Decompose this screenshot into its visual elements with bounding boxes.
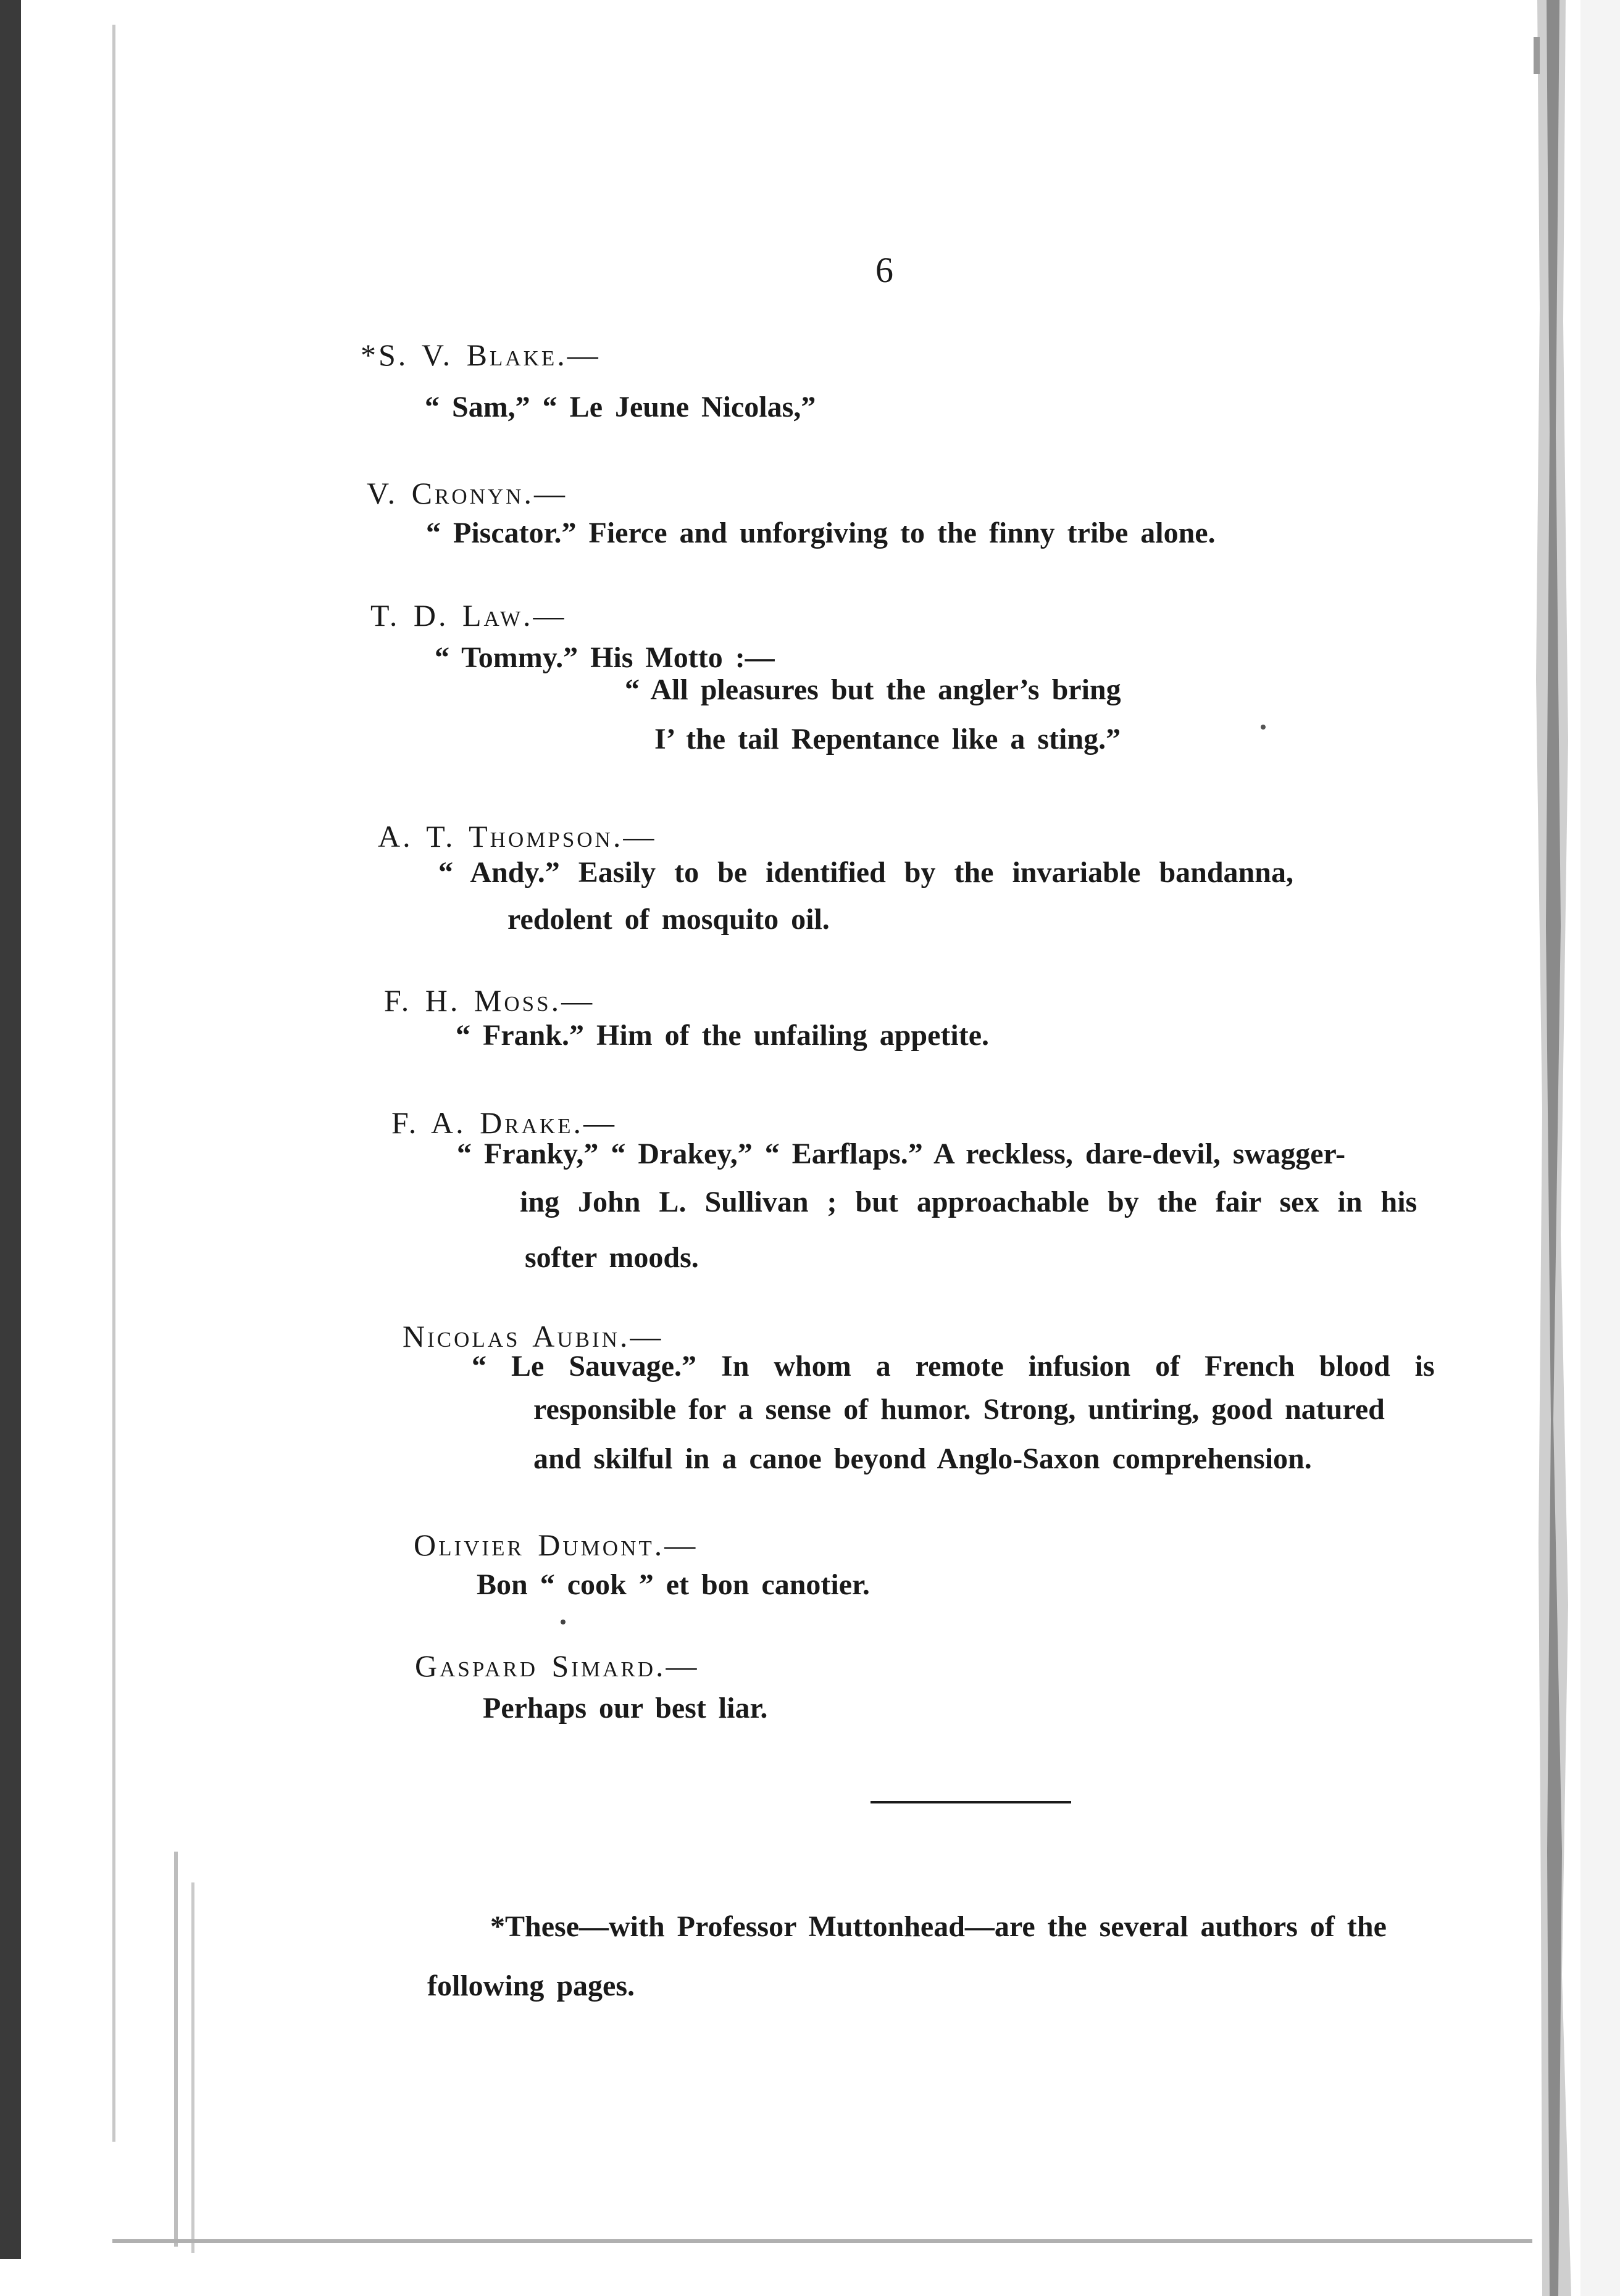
section-divider <box>871 1801 1071 1803</box>
footnote-line: *These—with Professor Muttonhead—are the several authors of the <box>490 1910 1387 1943</box>
entry-line: Perhaps our best liar. <box>483 1692 768 1724</box>
entry-line: “ Piscator.” Fierce and unforgiving to the finny tribe alone. <box>426 517 1216 549</box>
entry-name: Nicolas Aubin.— <box>403 1319 664 1354</box>
entry-line: “ Frank.” Him of the unfailing appetite. <box>456 1019 990 1052</box>
entry-name: F. H. Moss.— <box>384 983 595 1018</box>
entry-line: ing John L. Sullivan ; but approachable by the fair sex in his <box>520 1186 1418 1218</box>
footnote-line: following pages. <box>427 1969 635 2002</box>
entry-line: “ Tommy.” His Motto :— <box>435 641 775 674</box>
left-scan-edge <box>0 0 21 2296</box>
entry-line: softer moods. <box>525 1241 699 1274</box>
entry-line: “ Franky,” “ Drakey,” “ Earflaps.” A reckless, dare-devil, swagger- <box>457 1138 1346 1170</box>
entry-line: and skilful in a canoe beyond Anglo-Saxon comprehension. <box>533 1442 1312 1475</box>
entry-line: “ Sam,” “ Le Jeune Nicolas,” <box>425 391 816 423</box>
entry-line: responsible for a sense of humor. Strong, untiring, good natured <box>533 1393 1385 1426</box>
entry-line: redolent of mosquito oil. <box>507 903 830 936</box>
entry-verse-line: “ All pleasures but the angler’s bring <box>625 673 1121 706</box>
entry-name: F. A. Drake.— <box>391 1105 617 1140</box>
entry-name: A. T. Thompson.— <box>378 819 657 854</box>
page-number: 6 <box>875 250 893 290</box>
entry-name: Gaspard Simard.— <box>415 1649 699 1683</box>
entry-name: T. D. Law.— <box>370 598 567 633</box>
entry-name: V. Cronyn.— <box>367 476 567 510</box>
entry-name: Olivier Dumont.— <box>414 1528 698 1562</box>
entry-name: *S. V. Blake.— <box>361 338 601 372</box>
entry-line: “ Andy.” Easily to be identified by the invariable bandanna, <box>438 856 1293 889</box>
entry-verse-line: I’ the tail Repentance like a sting.” <box>654 723 1121 755</box>
entry-line: Bon “ cook ” et bon canotier. <box>477 1568 870 1601</box>
entry-line: “ Le Sauvage.” In whom a remote infusion of French blood is <box>472 1350 1435 1383</box>
